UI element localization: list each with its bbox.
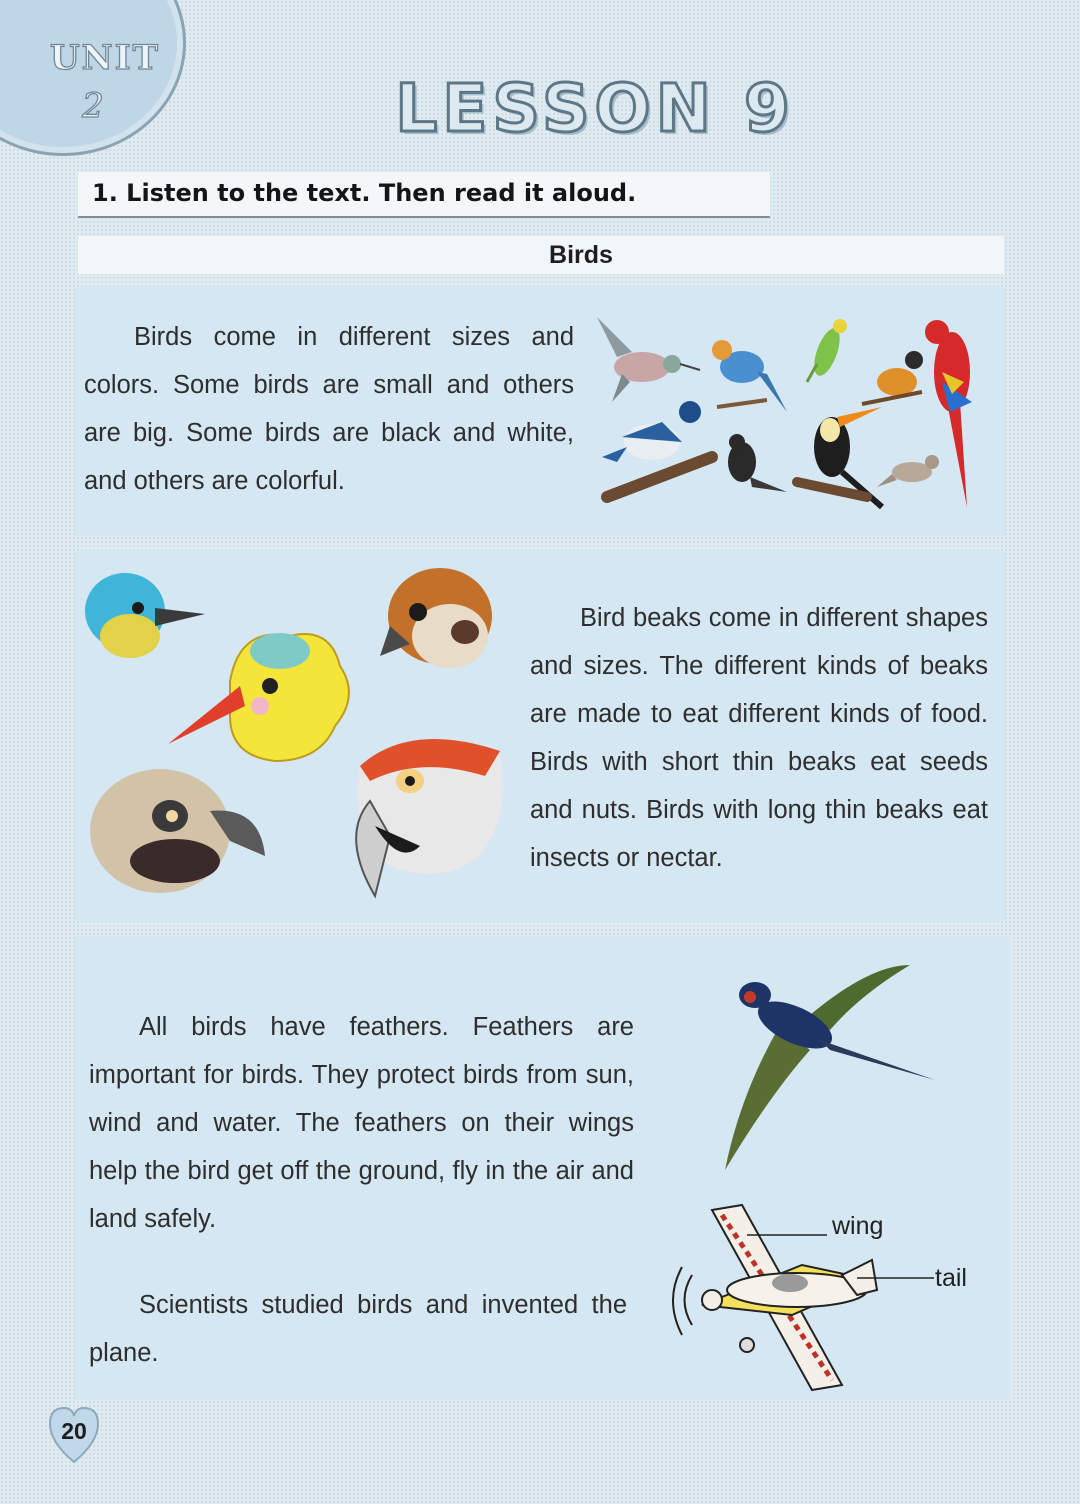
dove-icon — [877, 455, 939, 487]
blue-jay-icon — [602, 401, 712, 497]
paragraph-sizes-text: Birds come in different sizes and colors. Some birds are small and others are big. Some birds are black and white, and others are colorful. — [84, 323, 574, 495]
unit-number: 2 — [82, 86, 104, 126]
paragraph-beaks — [530, 594, 988, 882]
page-number-heart — [46, 1404, 102, 1464]
biplane-illustration — [672, 1195, 942, 1400]
tail-label: tail — [935, 1264, 967, 1292]
hummingbird-icon — [597, 317, 700, 402]
magpie-icon — [728, 434, 787, 492]
blue-bird-icon — [712, 340, 787, 412]
unit-badge — [0, 0, 186, 156]
falcon-head-icon — [380, 568, 492, 668]
parrot-head-icon — [356, 739, 502, 896]
swallow-illustration — [710, 955, 950, 1175]
swallow-icon — [725, 965, 935, 1170]
paragraph-feathers — [89, 1003, 634, 1243]
kingfisher-head-icon — [85, 573, 205, 658]
vulture-head-icon — [90, 769, 265, 893]
task-instruction-bar — [78, 172, 770, 218]
page-number: 20 — [61, 1418, 87, 1444]
budgie-icon — [807, 319, 847, 382]
biplane-icon — [673, 1205, 934, 1390]
cartoon-bird-head-icon — [168, 633, 349, 761]
lesson-title: LESSON 9 — [395, 70, 795, 147]
macaw-icon — [925, 320, 972, 507]
reading-title: Birds — [549, 241, 613, 269]
bird-beaks-illustration — [80, 566, 510, 911]
oriole-icon — [862, 351, 923, 404]
colorful-birds-illustration — [592, 312, 992, 522]
reading-title-bar — [78, 236, 1004, 274]
task-instruction: 1. Listen to the text. Then read it aloud. — [92, 179, 637, 207]
toucan-icon — [797, 407, 882, 507]
wing-label: wing — [832, 1212, 884, 1240]
paragraph-plane-text: Scientists studied birds and invented the plane. — [89, 1291, 627, 1367]
paragraph-feathers-text: All birds have feathers. Feathers are important for birds. They protect birds from sun, wind and water. The feathers on their wings help the bird get off the ground, fly in the air and land safely. — [89, 1013, 634, 1233]
paragraph-beaks-text: Bird beaks come in different shapes and sizes. The different kinds of beaks are made to eat different kinds of food. Birds with short thin beaks eat seeds and nuts. Birds with long thin beaks eat insects or nectar. — [530, 604, 988, 872]
unit-label: UNIT — [50, 38, 160, 78]
paragraph-sizes — [84, 313, 574, 505]
paragraph-plane — [89, 1281, 627, 1377]
